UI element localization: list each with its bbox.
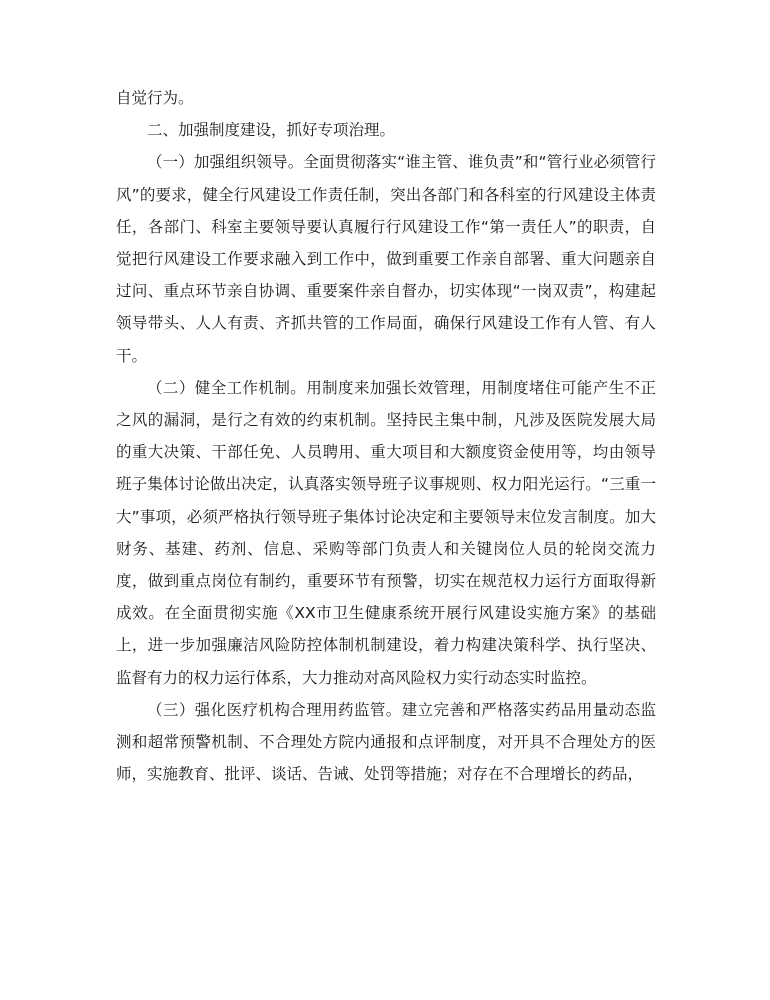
paragraph-organization-leadership: （一）加强组织领导。全面贯彻落实“谁主管、谁负责”和“管行业必须管行风”的要求，健全行风建设工作责任制，突出各部门和各科室的行风建设主体责任，各部门、科室主要领导要认真履行行风建设工作“第一责任人”的职责，自觉把行风建设工作要求融入到工作中，做到重要工作亲自部署、重大问题亲自过问、重点环节亲自协调、重要案件亲自督办，切实体现“一岗双责”，构建起领导带头、人人有责、齐抓共管的工作局面，确保行风建设工作有人管、有人干。 [116, 153, 656, 365]
paragraph-drug-supervision: （三）强化医疗机构合理用药监管。建立完善和严格落实药品用量动态监测和超常预警机制、不合理处方院内通报和点评制度，对开具不合理处方的医师，实施教育、批评、谈话、告诫、处罚等措施；对存在不合理增长的药品， [116, 700, 656, 784]
paragraph-work-mechanism: （二）健全工作机制。用制度来加强长效管理，用制度堵住可能产生不正之风的漏洞，是行之有效的约束机制。坚持民主集中制，凡涉及医院发展大局的重大决策、干部任免、人员聘用、重大项目和大额度资金使用等，均由领导班子集体讨论做出决定，认真落实领导班子议事规则、权力阳光运行。“三重一大”事项，必须严格执行领导班子集体讨论决定和主要领导末位发言制度。加大财务、基建、药剂、信息、采购等部门负责人和关键岗位人员的轮岗交流力度，做到重点岗位有制约，重要环节有预警，切实在规范权力运行方面取得新成效。在全面贯彻实施《XX市卫生健康系统开展行风建设实施方案》的基础上，进一步加强廉洁风险防控体制机制建设，着力构建决策科学、执行坚决、监督有力的权力运行体系，大力推动对高风险权力实行动态实时监控。 [116, 378, 656, 687]
paragraph-continuation: 自觉行为。 [116, 89, 194, 107]
section-heading: 二、加强制度建设，抓好专项治理。 [147, 121, 396, 140]
document-body [116, 82, 656, 790]
